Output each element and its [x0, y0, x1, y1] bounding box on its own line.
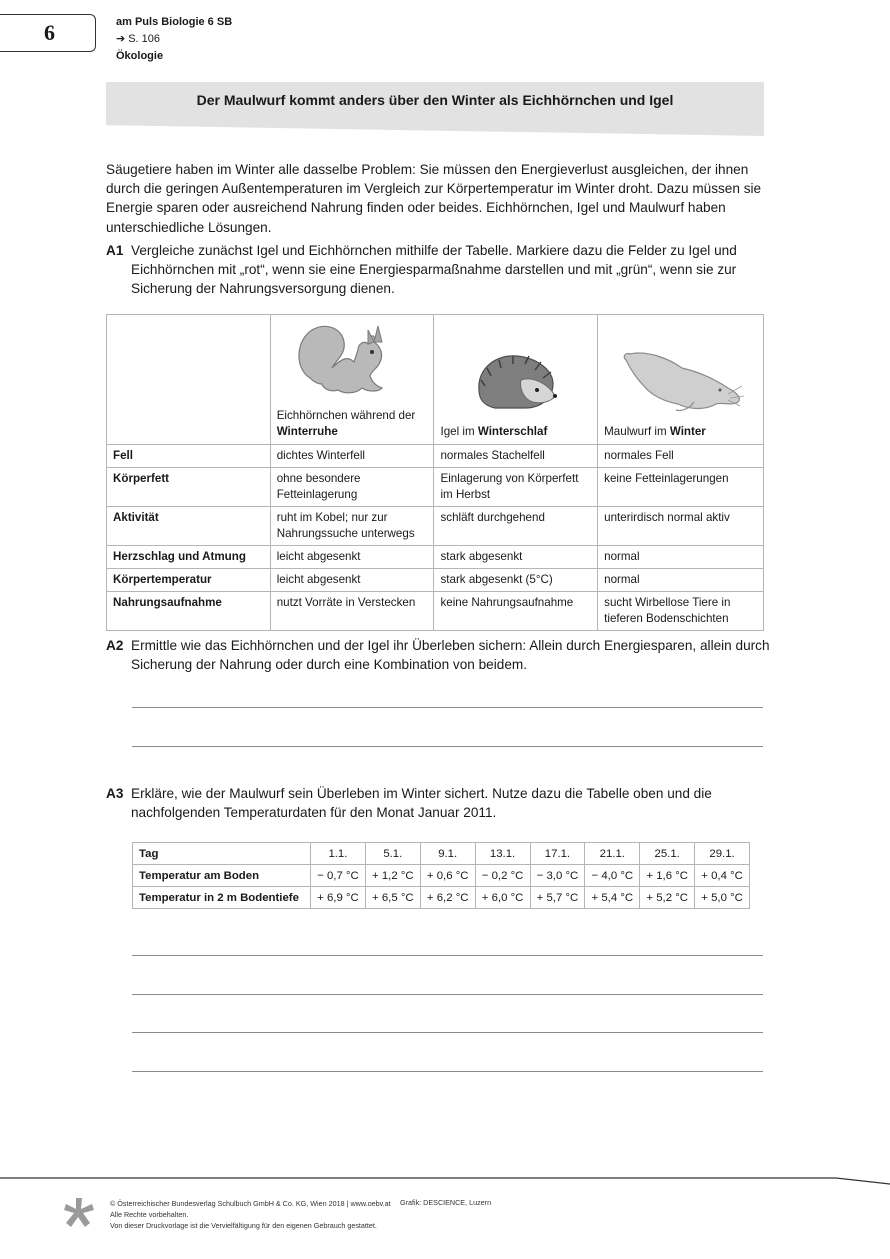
empty-corner-cell [107, 315, 271, 445]
table-row: Fell dichtes Winterfell normales Stachelfell normales Fell [107, 445, 764, 468]
task-label: A2 [106, 638, 124, 653]
squirrel-icon [292, 320, 412, 400]
answer-line[interactable] [132, 1032, 763, 1033]
chapter-title: Ökologie [116, 50, 164, 62]
answer-line[interactable] [132, 994, 763, 995]
hedgehog-icon [471, 350, 561, 416]
table-row: Herzschlag und Atmung leicht abgesenkt stark abgesenkt normal [107, 546, 764, 569]
header-meta [116, 14, 232, 65]
column-squirrel: Eichhörnchen während der Winterruhe [270, 315, 434, 445]
table-header-row [107, 315, 764, 445]
column-hedgehog: Igel im Winterschlaf [434, 315, 598, 445]
animal-comparison-table [106, 314, 764, 631]
task-label: A3 [106, 786, 124, 801]
column-mole: Maulwurf im Winter [598, 315, 764, 445]
publisher-star-logo [62, 1196, 96, 1230]
page-reference: ➔ S. 106 [116, 33, 161, 45]
page-number: 6 [44, 20, 55, 45]
worksheet-title: Der Maulwurf kommt anders über den Winter als Eichhörnchen und Igel [196, 92, 674, 108]
answer-line[interactable] [132, 746, 763, 747]
title-band [106, 82, 764, 136]
task-text: Ermittle wie das Eichhörnchen und der Igel ihr Überleben sichern: Allein durch Energiesparen, allein durch Sicherung der Nahrung oder durch eine Kombination von beidem. [131, 638, 770, 673]
temperature-table [132, 842, 750, 909]
task-a1 [106, 241, 770, 299]
mole-icon [616, 346, 746, 416]
table-row: Nahrungsaufnahme nutzt Vorräte in Verstecken keine Nahrungsaufnahme sucht Wirbellose Tiere in tieferen Bodenschichten [107, 592, 764, 631]
footer-credit: Grafik: DESCIENCE, Luzern [400, 1198, 492, 1207]
table-row: Körpertemperatur leicht abgesenkt stark abgesenkt (5°C) normal [107, 569, 764, 592]
table-header-row: Tag 1.1. 5.1. 9.1. 13.1. 17.1. 21.1. 25.1. 29.1. [133, 843, 750, 865]
footer-divider [0, 1176, 890, 1190]
book-title: am Puls Biologie 6 SB [116, 16, 233, 28]
table-row: Körperfett ohne besondere Fetteinlagerung Einlagerung von Körperfett im Herbst keine Fetteinlagerungen [107, 468, 764, 507]
intro-text: Säugetiere haben im Winter alle dasselbe Problem: Sie müssen den Energieverlust ausgleichen, der ihnen durch die geringen Außentemperaturen im Vergleich zur Körpertemperatur im Winter droht. Dazu müssen sie Energie sparen oder ausreichend Nahrung finden oder beides. Eichhörnchen, Igel und Maulwurf haben unterschiedliche Lösungen. [106, 162, 762, 235]
answer-line[interactable] [132, 955, 763, 956]
answer-line[interactable] [132, 707, 763, 708]
task-a2 [106, 636, 770, 674]
footer-legal: © Österreichischer Bundesverlag Schulbuch GmbH & Co. KG, Wien 2018 | www.oebv.at Alle Rechte vorbehalten. Von dieser Druckvorlage ist die Vervielfältigung für den eigenen Gebrauch gestattet. [110, 1199, 391, 1230]
task-text: Vergleiche zunächst Igel und Eichhörnchen mithilfe der Tabelle. Markiere dazu die Felder zu Igel und Eichhörnchen mit „rot“, wenn sie eine Energiesparmaßnahme darstellen und mit „grün“, wenn sie zur Sicherung der Nahrungsversorgung dienen. [131, 243, 737, 297]
arrow-right-icon: ➔ [116, 33, 126, 45]
task-a3 [106, 784, 770, 822]
task-text: Erkläre, wie der Maulwurf sein Überleben im Winter sichert. Nutze dazu die Tabelle oben und die nachfolgenden Temperaturdaten für den Monat Januar 2011. [131, 786, 712, 821]
table-row: Temperatur in 2 m Bodentiefe + 6,9 °C + 6,5 °C + 6,2 °C + 6,0 °C + 5,7 °C + 5,4 °C + 5,2 °C + 5,0 °C [133, 887, 750, 909]
table-row: Temperatur am Boden − 0,7 °C + 1,2 °C + 0,6 °C − 0,2 °C − 3,0 °C − 4,0 °C + 1,6 °C + 0,4 °C [133, 865, 750, 887]
task-label: A1 [106, 243, 124, 258]
table-row: Aktivität ruht im Kobel; nur zur Nahrungssuche unterwegs schläft durchgehend unterirdisch normal aktiv [107, 507, 764, 546]
answer-line[interactable] [132, 1071, 763, 1072]
